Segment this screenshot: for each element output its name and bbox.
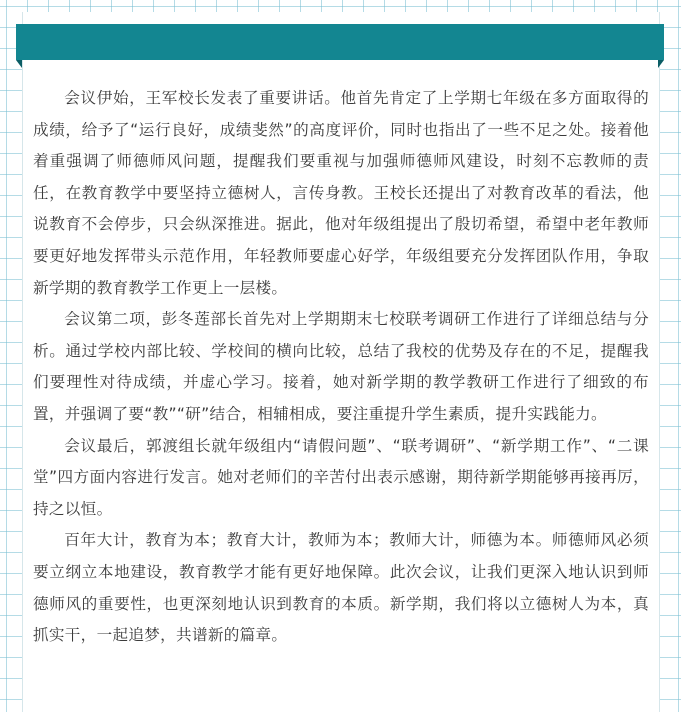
article-body (33, 83, 649, 652)
paragraph-closing-remarks: 会议最后，郭渡组长就年级组内“请假问题”、“联考调研”、“新学期工作”、“二课堂”四方面内容进行发言。她对老师们的辛苦付出表示感谢，期待新学期能够再接再厉，持之以恒。 (33, 436, 649, 518)
paragraph-opening-speech: 会议伊始，王军校长发表了重要讲话。他首先肯定了上学期七年级在多方面取得的成绩，给予了“运行良好，成绩斐然”的高度评价，同时也指出了一些不足之处。接着他着重强调了师德师风问题，提醒我们要重视与加强师德师风建设，时刻不忘教师的责任，在教育教学中要坚持立德树人，言传身教。王校长还提出了对教育改革的看法，他说教育不会停步，只会纵深推进。据此，他对年级组提出了殷切希望，希望中老年教师要更好地发挥带头示范作用，年轻教师要虚心好学，年级组要充分发挥团队作用，争取新学期的教育教学工作更上一层楼。 (33, 89, 649, 297)
banner-fold-right (658, 60, 664, 68)
header-banner (16, 24, 664, 60)
paragraph-second-item: 会议第二项，彭冬莲部长首先对上学期期末七校联考调研工作进行了详细总结与分析。通过学校内部比较、学校间的横向比较，总结了我校的优势及存在的不足，提醒我们要理性对待成绩，并虚心学习。接着，她对新学期的教学教研工作进行了细致的布置，并强调了要“教”“研”结合，相辅相成，要注重提升学生素质，提升实践能力。 (33, 310, 649, 423)
banner-fold-left (16, 60, 22, 68)
paragraph-conclusion: 百年大计，教育为本；教育大计，教师为本；教师大计，师德为本。师德师风必须要立纲立本地建设，教育教学才能有更好地保障。此次会议，让我们更深入地认识到师德师风的重要性，也更深刻地认识到教育的本质。新学期，我们将以立德树人为本，真抓实干，一起追梦，共谱新的篇章。 (33, 531, 649, 645)
